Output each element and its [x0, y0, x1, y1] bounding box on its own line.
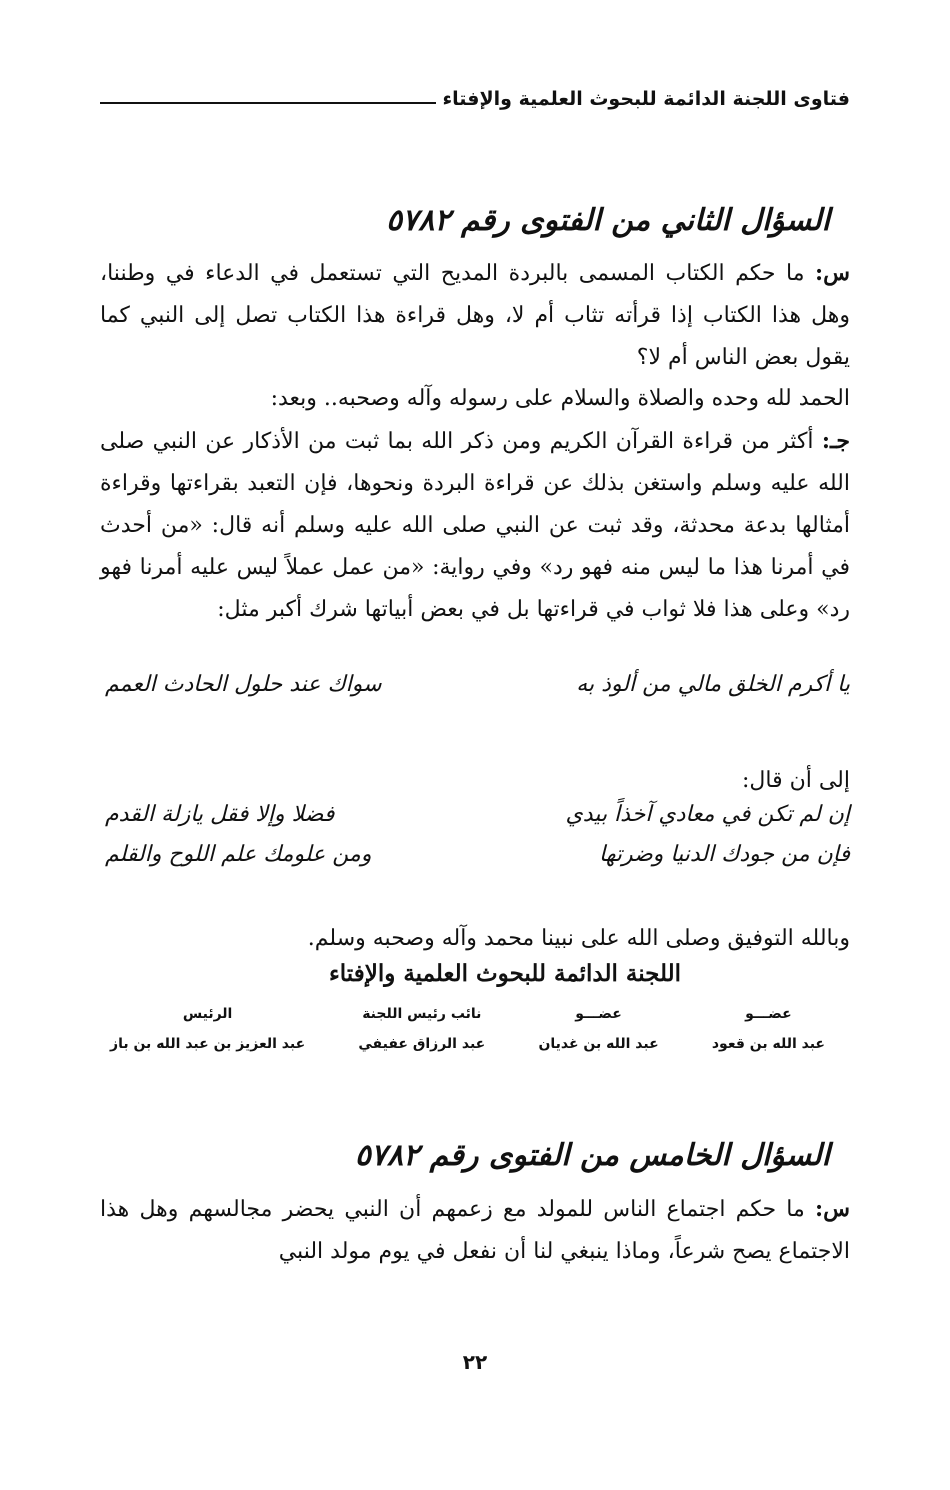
page-number: ٢٢ — [462, 1350, 488, 1374]
signatory — [712, 1006, 825, 1052]
signatory — [538, 1006, 658, 1052]
section1-heading: السؤال الثاني من الفتوى رقم ٥٧٨٢ — [386, 203, 830, 238]
signatories — [110, 1006, 825, 1052]
question-text: ما حكم الكتاب المسمى بالبردة المديح التي تستعمل في الدعاء في وطننا، وهل هذا الكتاب إذا قرأته تثاب أم لا، وهل قراءة هذا الكتاب تصل إلى النبي كما يقول بعض الناس أم لا؟ — [100, 261, 850, 370]
signatory-name: عبد العزيز بن عبد الله بن باز — [110, 1036, 306, 1052]
running-head-title: فتاوى اللجنة الدائمة للبحوث العلمية والإفتاء — [442, 88, 850, 110]
question-label: س: — [815, 1196, 850, 1222]
section1-answer — [100, 420, 850, 631]
signatory-title: الرئيس — [182, 1006, 233, 1022]
section1-preface: الحمد لله وحده والصلاة والسلام على رسوله وآله وصحبه.. وبعد: — [270, 386, 850, 411]
verse-line-3 — [105, 842, 850, 884]
committee-name: اللجنة الدائمة للبحوث العلمية والإفتاء — [328, 960, 682, 987]
running-head-rule — [100, 102, 436, 104]
running-head — [100, 88, 850, 110]
signatory-title: عضـــو — [575, 1006, 622, 1022]
verse3-second-hemistich: ومن علومك علم اللوح والقلم — [105, 842, 372, 867]
until-he-said: إلى أن قال: — [741, 768, 850, 793]
verse-line-2 — [105, 802, 850, 844]
verse2-second-hemistich: فضلا وإلا فقل يازلة القدم — [105, 802, 335, 827]
verse-line-1 — [105, 672, 850, 714]
signatory-name: عبد الله بن غديان — [538, 1036, 659, 1052]
signatory — [358, 1006, 485, 1052]
question-label: س: — [815, 260, 850, 286]
signatory-title: عضـــو — [745, 1006, 792, 1022]
verse1-first-hemistich: يا أكرم الخلق مالي من ألوذ به — [576, 672, 850, 697]
verse1-second-hemistich: سواك عند حلول الحادث العمم — [105, 672, 382, 697]
section2-question — [100, 1188, 850, 1273]
signatory — [110, 1006, 305, 1052]
verse2-first-hemistich: إن لم تكن في معادي آخذاً بيدي — [565, 802, 850, 827]
signatory-name: عبد الله بن قعود — [711, 1036, 825, 1052]
verse3-first-hemistich: فإن من جودك الدنيا وضرتها — [598, 842, 850, 867]
closing-formula: وبالله التوفيق وصلى الله على نبينا محمد وآله وصحبه وسلم. — [307, 926, 850, 951]
question-text: ما حكم اجتماع الناس للمولد مع زعمهم أن النبي يحضر مجالسهم وهل هذا الاجتماع يصح شرعاً، وماذا ينبغي لنا أن نفعل في يوم مولد النبي — [100, 1197, 850, 1264]
answer-text: أكثر من قراءة القرآن الكريم ومن ذكر الله بما ثبت من الأذكار عن النبي صلى الله عليه وسلم واستغن بذلك عن قراءة البردة ونحوها، فإن التعبد بقراءتها وقراءة أمثالها بدعة محدثة، وقد ثبت عن النبي صلى الله عليه وسلم أنه قال: «من أحدث في أمرنا هذا ما ليس منه فهو رد» وفي رواية: «من عمل عملاً ليس عليه أمرنا فهو رد» وعلى هذا فلا ثواب في قراءتها بل في بعض أبياتها شرك أكبر مثل: — [100, 429, 850, 622]
signatory-name: عبد الرزاق عفيفي — [358, 1036, 486, 1052]
answer-label: جـ: — [821, 428, 850, 454]
section1-question — [100, 252, 850, 379]
section2-heading: السؤال الخامس من الفتوى رقم ٥٧٨٢ — [354, 1138, 830, 1173]
signatory-title: نائب رئيس اللجنة — [362, 1006, 482, 1022]
